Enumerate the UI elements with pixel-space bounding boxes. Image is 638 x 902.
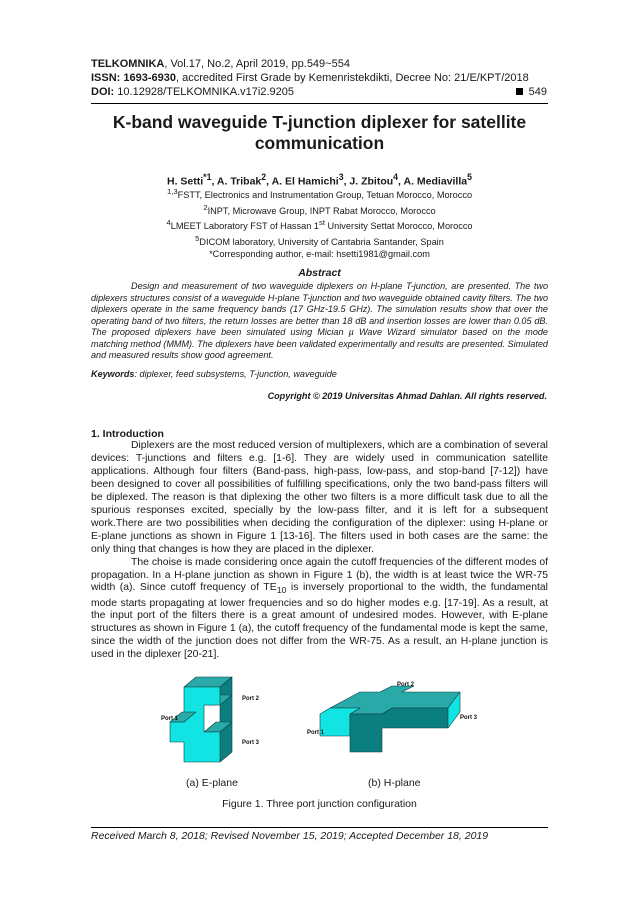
subcaption-a: (a) E-plane — [186, 777, 238, 789]
journal-issn: ISSN: 1693-6930, accredited First Grade by Kemenristekdikti, Decree No: 21/E/KPT/2018 — [91, 72, 529, 84]
affiliation: $^2$INPT, Microwave Group, INPT Rabat Morocco, Morocco — [203, 202, 436, 216]
journal-header — [91, 57, 529, 99]
abstract-body — [91, 281, 548, 362]
section-heading: 1. Introduction — [91, 428, 164, 440]
h-plane-junction-drawing — [320, 686, 460, 752]
figure-three-port-junction — [160, 670, 500, 770]
port-3-label: Port 3 — [242, 740, 260, 746]
received-dates: Received March 8, 2018; Revised November 15, 2019; Accepted December 18, 2019 — [91, 830, 489, 842]
port-3-label-h: Port 3 — [460, 715, 478, 721]
author: A. Tribak — [216, 175, 262, 188]
port-2-label-h: Port 2 — [397, 682, 415, 688]
port-1-label: Port 1 — [161, 716, 179, 722]
e-plane-junction-drawing — [170, 677, 232, 762]
affiliation: $^5$DICOM laboratory, University of Cantabria Santander, Spain — [195, 233, 444, 248]
port-2-label: Port 2 — [242, 696, 260, 702]
copyright-notice: Copyright © 2019 Universitas Ahmad Dahlan. All rights reserved. — [267, 391, 547, 401]
page-number: 549 — [516, 86, 547, 98]
keywords: Keywords: diplexer, feed subsystems, T-junction, waveguide — [91, 369, 337, 379]
author: J. Zbitou — [349, 175, 394, 188]
abstract-text: Design and measurement of two waveguide diplexers on H-plane T-junction, are presented. The two diplexers structures consist of a waveguide H-plane T-junction and two waveguide obtained cavity filters. The two diplexers operate in the same frequency bands (17 GHz-19.5 GHz). The simulation results show that over the operating band of two filters, the return losses are better than 18 dB and insertion losses are lower than 0.05 dB. The proposed diplexers have been simulated using Mician µ Wave Wizard simulator based on the mode matching method (MMM). The diplexers have been validated experimentally and results are presented. Simulated and measured results show good agreement. — [91, 281, 548, 360]
affiliations — [91, 186, 548, 260]
author: A. Mediavilla — [403, 175, 468, 188]
author: H. Setti — [167, 175, 204, 188]
journal-doi: DOI: 10.12928/TELKOMNIKA.v17i2.9205 — [91, 86, 295, 98]
author: A. El Hamichi — [271, 175, 339, 188]
affiliation: $^{1,3}$FSTT, Electronics and Instrumentation Group, Tetuan Morocco, Morocco — [166, 187, 473, 201]
port-1-label-h: Port 1 — [307, 730, 325, 736]
paragraph: Diplexers are the most reduced version of multiplexers, which are a combination of several devices: T-junctions and filters e.g. [1-6]. They are widely used in communication satellite applications. Although four filters (Band-pass, high-pass, low-pass, and stop-band [7-12]) have been designed to cover all possibilities of fulfilling specifications, only the two band-pass filters will be diplexed. The reason is that diplexing the other two filters is a more difficult task due to all the spurious responses excited, specially by the low-pass filter, and it is left for a subsequent work.There are two possibilities when deciding the configuration of the diplexer: using H-plane or E-plane junctions as shown in Figure 1 [13-16]. The filters used in both cases are the same: the only thing that changes is how they are placed in the diplexer. — [91, 440, 548, 555]
square-bullet-icon — [516, 88, 523, 95]
affiliation: $^4$LMEET Laboratory FST of Hassan 1st University Settat Morocco, Morocco — [166, 218, 473, 232]
abstract-heading: Abstract — [298, 267, 341, 279]
subcaption-b: (b) H-plane — [368, 777, 421, 789]
paper-title: K-band waveguide T-junction diplexer for satellite communication — [112, 112, 527, 153]
journal-citation: TELKOMNIKA, Vol.17, No.2, April 2019, pp.549~554 — [91, 58, 350, 70]
corresponding-author: *Corresponding author, e-mail: hsetti1981@gmail.com — [209, 248, 430, 259]
author-list: H. Setti$^{*1}$, A. Tribak$^2$, A. El Hamichi$^3$, J. Zbitou$^4$, A. Mediavilla$^5$ — [167, 172, 472, 188]
paragraph: The choise is made considering once again the cutoff frequencies of the different modes of propagation. In a H-plane junction as shown in Figure 1 (b), the width is at least twice the WR-75 width (a). Since cutoff frequency of $TE_{10}$ is inversely proportional to the width, the fundamental mode starts propagating at lower frequencies and so do higher modes e.g. [17-19]. As a result, at the input port of the filters there is a great amount of undesired modes. However, with E-plane structures as shown in Figure 1 (a), the cutoff frequency of the fundamental mode is kept the same, since the width of the junction does not differ from the WR-75. As a result, an H-plane junction is used in the diplexer [20-21]. — [91, 556, 548, 661]
section-body — [91, 440, 548, 662]
footer-divider — [91, 827, 548, 828]
figure-caption: Figure 1. Three port junction configuration — [222, 798, 417, 810]
header-divider — [91, 103, 548, 104]
